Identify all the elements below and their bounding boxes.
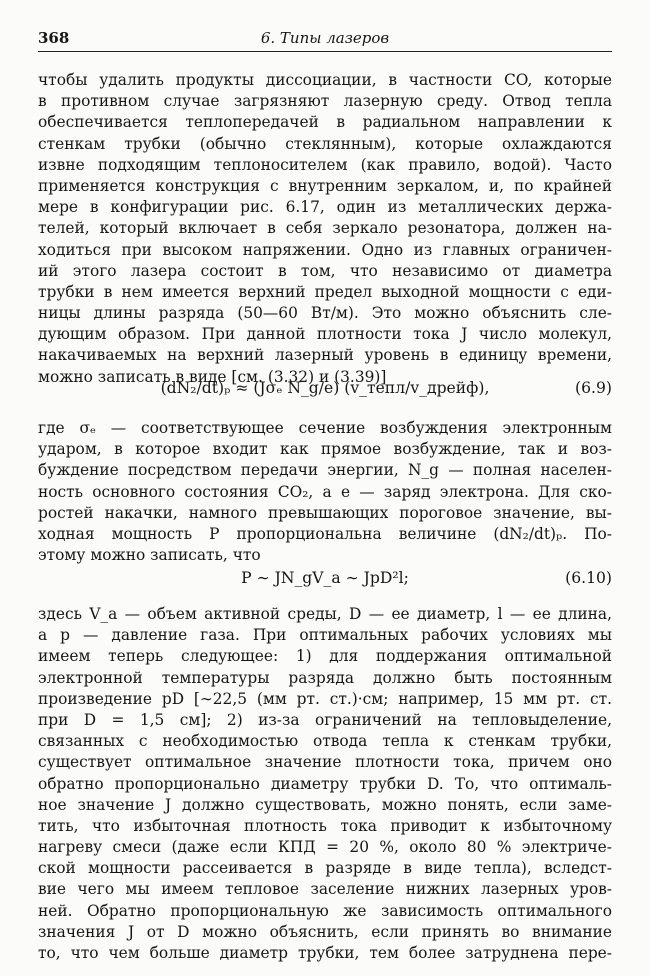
text-line: этому можно записать, что [38,546,261,565]
text-line: ходиться при высоком напряжении. Одно из главных ограничен- [38,240,612,259]
text-line: можно записать в виде [см. (3.32) и (3.39)] [38,367,387,386]
text-line: ное значение J должно существовать, можно понять, если заме- [38,795,612,814]
text-line: где σₑ — соответствующее сечение возбуждения электронным [38,419,612,437]
text-line: обратно пропорционально диаметру трубки D. То, что оптималь- [38,774,612,793]
running-title: 6. Типы лазеров [260,29,390,47]
text-line: ницы длины разряда (50—60 Вт/м). Это можно объяснить сле- [38,304,612,323]
text-line: ходная мощность P пропорциональна величине (dN₂/dt)ₚ. По- [38,524,612,543]
text-line: мере в конфигурации рис. 6.17, один из металлических держа- [38,198,612,217]
text-line: нагреву смеси (даже если КПД = 20 %, около 80 % электриче- [38,838,612,857]
equation-number: (6.10) [565,569,612,587]
text-line: здесь V_a — объем активной среды, D — ее диаметр, l — ее длина, [38,605,612,623]
page-number: 368 [38,29,70,47]
text-line: обеспечивается теплопередачей в радиальном направлении к [38,113,612,132]
text-line: ской мощности рассеивается в разряде в виде тепла), вследст- [38,859,612,878]
text-line: телей, который включает в себя зеркало резонатора, должен на- [38,219,612,238]
equation-number: (6.9) [575,379,612,397]
text-line: произведение pD [∼22,5 (мм рт. ст.)·см; например, 15 мм рт. ст. [38,689,612,708]
equation-formula: P ∼ JN_gV_a ∼ JpD²l; [241,569,409,587]
text-line: тить, что избыточная плотность тока приводит к избыточному [38,816,612,835]
text-line: значения J от D можно объяснить, если принять во внимание [38,922,612,941]
text-line: при D = 1,5 см]; 2) из-за ограничений на тепловыделение, [38,710,612,729]
text-line: чтобы удалить продукты диссоциации, в частности CO, которые [38,71,612,89]
text-line: в противном случае загрязняют лазерную среду. Отвод тепла [38,92,612,111]
equation-6-10 [38,566,612,590]
text-line: ность основного состояния CO₂, а e — заряд электрона. Для ско- [38,482,612,501]
text-line: вие чего мы имеем тепловое заселение нижних лазерных уров- [38,880,612,899]
text-line: стенкам трубки (обычно стеклянным), которые охлаждаются [38,134,612,153]
paragraph-3 [38,604,612,964]
text-line: трубки в нем имеется верхний предел выходной мощности с еди- [38,282,612,301]
text-line: накачиваемых на верхний лазерный уровень в единицу времени, [38,346,612,365]
equation-formula: (dN₂/dt)ₚ ≈ (Jσₑ N_g/e) (v_тепл/v_дрейф), [160,379,490,397]
text-line: связанных с необходимостью отвода тепла к стенкам трубки, [38,732,612,751]
text-line: имеем теперь следующее: 1) для поддержания оптимальной [38,647,612,666]
paragraph-1 [38,70,612,388]
text-line: электронной температуры разряда должно быть постоянным [38,668,612,687]
text-line: ростей накачки, намного превышающих пороговое значение, вы- [38,503,612,522]
paragraph-2 [38,418,612,566]
text-line: применяется конструкция с внутренним зеркалом, и, по крайней [38,176,612,195]
text-line: ударом, в которое входит как прямое возбуждение, так и воз- [38,440,612,459]
page-header [38,27,612,52]
equation-6-9 [38,376,612,400]
text-line: ий этого лазера состоит в том, что независимо от диаметра [38,261,612,280]
text-line: дующим образом. При данной плотности тока J число молекул, [38,325,612,344]
text-line: буждение посредством передачи энергии, N_g — полная населен- [38,461,612,480]
text-line: ней. Обратно пропорциональную же зависимость оптимального [38,901,612,920]
text-line: а p — давление газа. При оптимальных рабочих условиях мы [38,626,612,645]
text-line: то, что чем больше диаметр трубки, тем более затруднена пере- [38,944,612,962]
text-line: существует оптимальное значение плотности тока, причем оно [38,753,612,772]
text-line: извне подходящим теплоносителем (как правило, водой). Часто [38,155,612,174]
